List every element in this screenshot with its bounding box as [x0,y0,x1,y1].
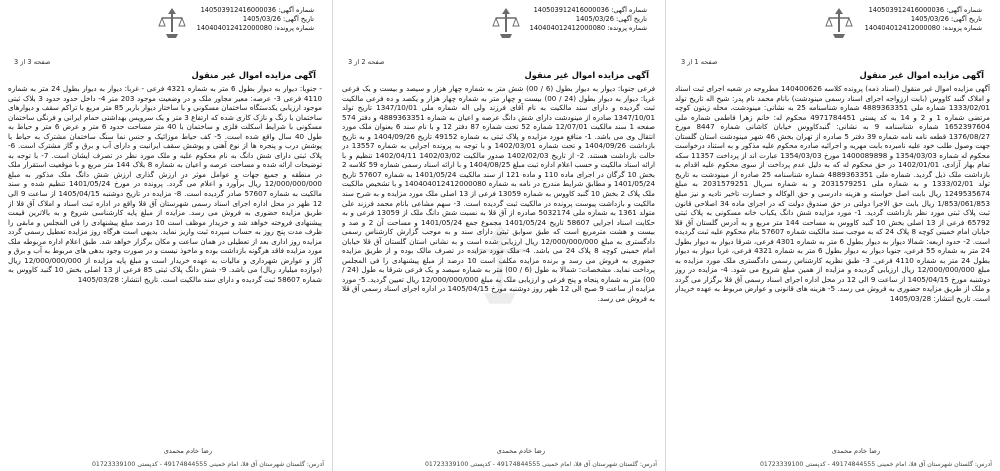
notice-panel-page-1 [667,0,1000,471]
file-number-label: شماره پرونده: [942,24,982,32]
notice-body-text: بانام محمد نام پدر: شیخ اله تاریخ تولد 1333/02/01 شماره ملی 4889363351 شماره شناسنامه 25 به نشانی: مینودشت، محله زیتون کوچه مرتضی شماره 1 و 2 و 14 به کد پستی 4971784451 محکوم له: خانم زهرا فاطمی شماره ملی 1652397604 شماره شناسنامه 9 به نشانی: گنبدکاووس خیابان کاشانی شماره 8447 مورخ 1376/08/27 قطعه نامه نامه شماره 39 دفتر 5 صادره از تهران بخش 46 شهر مینودشت استان گلستان جهت وصول طلب خود علیه نامبرده بابت مهریه و اجرائیه صادره محکوم علیه مذکور و به استناد درخواست محکوم له شماره 1354/03/03 و 1400089898 مورخ 1354/03/03 عبارت اند از پرداخت 11357 سکه تمام بهار آزادی، 1402/01/01 در حق محکوم له که به دلیل عدم پرداخت از سوی محکوم علیه اقدام به بازداشت ملک ذیل گردید. شماره ملی 4889363351 شماره شناسنامه 25 صادره از مینودشت به تاریخ تولد 1333/02/01 و به شماره ملی 2031579251 و به شماره سریال 2031579251 به مبلغ 1249535674 ریال بابت اصل خواسته و هزینه دادرسی و حق الوکاله و خسارت تاخیر تادیه و نیز مبلغ 1/853/061/853 ریال بابت حق الاجرا دولتی در حق صندوق دولت که در اجرای ماده 34 اصلاحی قانون ثبت پلاک ثبتی مورد نظر بازداشت گردید. 1- مورد مزایده شش دانگ یکباب خانه مسکونی به پلاک ثبتی 65792 فرعی از 13 اصلی بخش 10 گنبد کاووس به مساحت 144 متر مربع و به آدرس گلستان آق قلا خیابان امام خمینی کوچه 8 پلاک 24 که به موجب سند مالکیت شماره 57607 بنام محکوم علیه ثبت گردیده است. 2- حدود اربعه: شمالا دیوار به دیوار بطول 6 متر به شماره 4301 فرعی، شرقا دیوار به دیوار بطول 24 متر به شماره 55 فرعی، جنوبا دیوار به دیوار بطول 6 متر به شماره 4321 فرعی، غربا دیوار به دیوار بطول 24 متر به شماره 4110 فرعی. 3- طبق نظریه کارشناس رسمی دادگستری ملک مورد مزایده به مبلغ 12/000/000/000 ریال ارزیابی گردیده و مزایده از همین مبلغ شروع می شود. 4- مزایده در روز دوشنبه مورخ 1405/04/15 از ساعت 9 الی 12 در محل اداره اجرای اسناد رسمی آق قلا برگزار می گردد و ملک از طریق مزایده حضوری به فروش می رسد. 5- هزینه های قانونی و عوارض مربوط به عهده خریدار است. تاریخ انتشار: 1405/03/28 [675,93,990,304]
signature: رضا خادم محمدی [163,447,212,455]
footer-address: آدرس: گلستان شهرستان آق قلا، امام خمینی 49174844555 - کدپستی 01723339100 [424,461,657,468]
page-number: صفحه 1 از 3 [681,58,718,66]
notice-panel-page-3 [0,0,333,471]
letter-date: 1405/03/26 [575,15,614,23]
footer-address: آدرس: گلستان شهرستان آق قلا، امام خمینی 49174844555 - کدپستی 01723339100 [91,461,324,468]
notice-subtitle: آگهی مزایده اموال غیر منقول (اسناد ذمه) پرونده کلاسه 140400626 مطروحه در شعبه اجرای ثبت اسناد و املاک گنبد کاووس (بابت ارزواجه اجرای اسناد رسمی مینودشت) [675,84,990,103]
letter-date-label: تاریخ آگهی: [616,15,647,23]
letter-date: 1405/03/26 [910,15,949,23]
file-number: 140404012412000080 [196,24,273,32]
letter-number: 140503912416000036 [200,6,277,14]
notice-panel-page-2 [334,0,666,471]
notice-meta [865,6,982,33]
signature: رضا خادم محمدی [831,447,880,455]
notice-body: - جنوبا: دیوار به دیوار بطول 6 متر به شماره 4321 فرعی - غربا: دیوار به دیوار بطول 24 متر به شماره 4110 فرعی 3- عرصه: معیر مجاور ملک و در وضعیت موجود 203 متر 4- داخل حدود حدود 3 بلاک ثبتی موجود ارزیابی یکدستگاه ساختمان مسکونی و با ساختار دیوار باربر 85 متر مربع با تراکم سقف و دیوارهای ساختمان با رنگ و نازک کاری شده که ارتفاع 3 متر و یک سرویس بهداشتی حمام ایرانی و فرنگی ساختمان مسکونی با شرایط اسکلت فلزی و ساختمان با 40 متر مساحت حدود 6 متر و عرض 6 متر و حیاط به طول 40 سال واقع شده است. 5- کف حیاط موزائیک و جنس نما سنگ ساختمان مشترک به حیاط با پوشش درب و پنجره ها از نوع آهنی و پوشش سقف ایرانیت و دارای آب و برق و گاز مشترک است. 6- پلاک ثبتی دارای شش دانگ به نام محکوم علیه و ملک مورد نظر در تصرف ایشان است. 7- با توجه به توضیحات ارائه شده و مساحت عرصه و اعیان به شماره 8 بلاک 144 متر مربع و با موقعیت استقرار ملک در منطقه و جمیع جهات و عوامل موثر در ارزش گذاری ارزش شش دانگ ملک مذکور به مبلغ 12/000/000/000 ریال برآورد و اعلام می گردد. پرونده در مورخ 1401/05/24 تنظیم شده و سند مالکیت به شماره 57607 صادر گردیده است. 8- مزایده در تاریخ دوشنبه 1405/04/15 از ساعت 9 الی 12 ظهر در محل اداره اجرای اسناد رسمی شهرستان آق قلا واقع در اداره ثبت اسناد و املاک آق قلا از طریق مزایده حضوری به فروش می رسد. مزایده از مبلغ پایه کارشناسی شروع و به بالاترین قیمت پیشنهادی فروخته خواهد شد و خریدار موظف است 10 درصد مبلغ پیشنهادی را فی المجلس و مابقی را ظرف مدت پنج روز به حساب سپرده ثبت واریز نماید. بدیهی است هرگاه روز مزایده تعطیل رسمی گردد مزایده روز اداری بعد از تعطیلی در همان ساعت و مکان برگزار خواهد شد. طبق اعلام اداره مربوطه ملک مورد مزایده فاقد هرگونه بازداشت بوده و ماخوذ نیست و در صورت وجود بدهی های مربوط به آب و برق و گاز و عوارض شهرداری و مالیات به عهده خریدار است و مبلغ پایه مزایده از 12/000/000/000 ریال (دوازده میلیارد ریال) می باشد. 9- شش دانگ پلاک ثبتی 85 فرعی از 13 اصلی بخش 10 گنبد کاووس به شماره 58607 ثبت گردیده و دارای سند مالکیت است. تاریخ انتشار: 1405/03/28 [8,84,322,284]
footer-address: آدرس: گلستان شهرستان آق قلا، امام خمینی 49174844555 - کدپستی 01723339100 [759,461,992,468]
page-number: صفحه 3 از 3 [14,58,51,66]
letter-number: 140503912416000036 [533,6,610,14]
letter-date: 1405/03/26 [242,15,281,23]
notice-body [675,84,990,443]
notice-title: آگهی مزایده اموال غیر منقول [524,70,649,80]
emblem-icon [158,6,186,40]
letter-number: 140503912416000036 [868,6,945,14]
notice-title: آگهی مزایده اموال غیر منقول [191,70,316,80]
letter-date-label: تاریخ آگهی: [283,15,314,23]
notice-meta [197,6,314,33]
letter-number-label: شماره آگهی: [278,6,314,14]
file-number: 140404012412000080 [529,24,606,32]
notice-title: آگهی مزایده اموال غیر منقول [859,70,984,80]
signature: رضا خادم محمدی [496,447,545,455]
page-number: صفحه 2 از 3 [348,58,385,66]
letter-number-label: شماره آگهی: [611,6,647,14]
letter-date-label: تاریخ آگهی: [951,15,982,23]
emblem-icon [492,6,520,40]
file-number-label: شماره پرونده: [607,24,647,32]
letter-number-label: شماره آگهی: [946,6,982,14]
notice-meta [530,6,647,33]
emblem-icon [825,6,853,40]
file-number-label: شماره پرونده: [274,24,314,32]
file-number: 140404012412000080 [864,24,941,32]
notice-body: فرعی جنوبا: دیوار به دیوار بطول (6 / 00) شش متر به شماره چهار هزار و سیصد و بیست و یک فرعی غربا: دیوار به دیوار بطول (24 / 00) بیست و چهار متر به شماره چهار هزار و یکصد و ده فرعی مالکیت ثبت گردیده و دارای سند مالکیت به نام آقای فرزند ولی اله شماره ملی 1347/10/01 تاریخ تولد 1347/10/01 صادره از مینودشت دارای شش دانگ عرصه و اعیان به شماره 4889363351 و دفتر 574 صفحه 1 سند مالکیت 12/07/01 شماره 52 تحت شماره 87 دفتر 12 و با نام سند 6 بعنوان ملک مورد انتقال وی می باشد. 1- منافع مورد مزایده و پلاک ثبتی به شماره 49152 تاریخ 1404/09/26 و به تاریخ بازداشت 1404/09/26 و تحت شماره 1402/03/01 و با توجه به پرونده اجرایی به شماره 13557 در حالت بازداشت هستند. 2- از تاریخ 1402/02/03 صدور مالکیت 1402/03/02 1402/04/11 تنظیم و با ارائه اسناد مالکیت و حسب اعلام اداره ثبت مبلغ 1404/08/25 و با ارائه اسناد رسمی شماره 59 کلاسه 2 بخش 10 گرگان در اجرای ماده 110 و ماده 121 از سند مالکیت 1401/05/24 به شماره 57607 تاریخ 1401/05/24 و مطابق شرایط مندرج در نامه به شماره 140404012412000080 و با تشخیص مالکیت ملک پلاک 2 بخش 10 گنبد کاووس به شماره 13059 فرعی از 13 اصلی ملک مورد مزایده و به شرح سند مالکیت و بازداشت پیوست پرونده در مالکیت ثبت گردیده است. 3- سهم مشاعی بانام محمد فرزند علی متولد 1361 به شماره ملی 5032174 صادره از آق قلا به نسبت شش دانگ ملک از 13059 فرعی و به حکایت اسناد اجرایی 58607 تاریخ 1401/05/24 مجموع جمع 1401/05/24 و مساحت آن 2 و صد و بیست و هشت مترمربع است که طبق سوابق ثبتی دارای سند و به موجب گزارش کارشناس رسمی دادگستری به مبلغ 12/000/000/000 ریال ارزیابی شده است و به نشانی استان گلستان آق قلا خیابان امام خمینی کوچه 8 پلاک 24 می باشد. 4- ملک مورد مزایده در تصرف مالک بوده و از طریق مزایده حضوری به فروش می رسد و برنده مزایده مکلف است 10 درصد از مبلغ پیشنهادی را فی المجلس پرداخت نماید. مشخصات: شمالا به طول (6 / 00) متر به شماره سیصد و یک فرعی شرقا به طول (24 / 00) متر به شماره پنجاه و پنج فرعی و ارزیابی ملک به مبلغ 12/000/000/000 ریال تعیین گردید. 5- مورد مزایده از ساعت 9 صبح الی 12 ظهر روز دوشنبه مورخ 1405/04/15 در اداره اجرای اسناد رسمی آق قلا به فروش می رسد. [342,84,655,304]
